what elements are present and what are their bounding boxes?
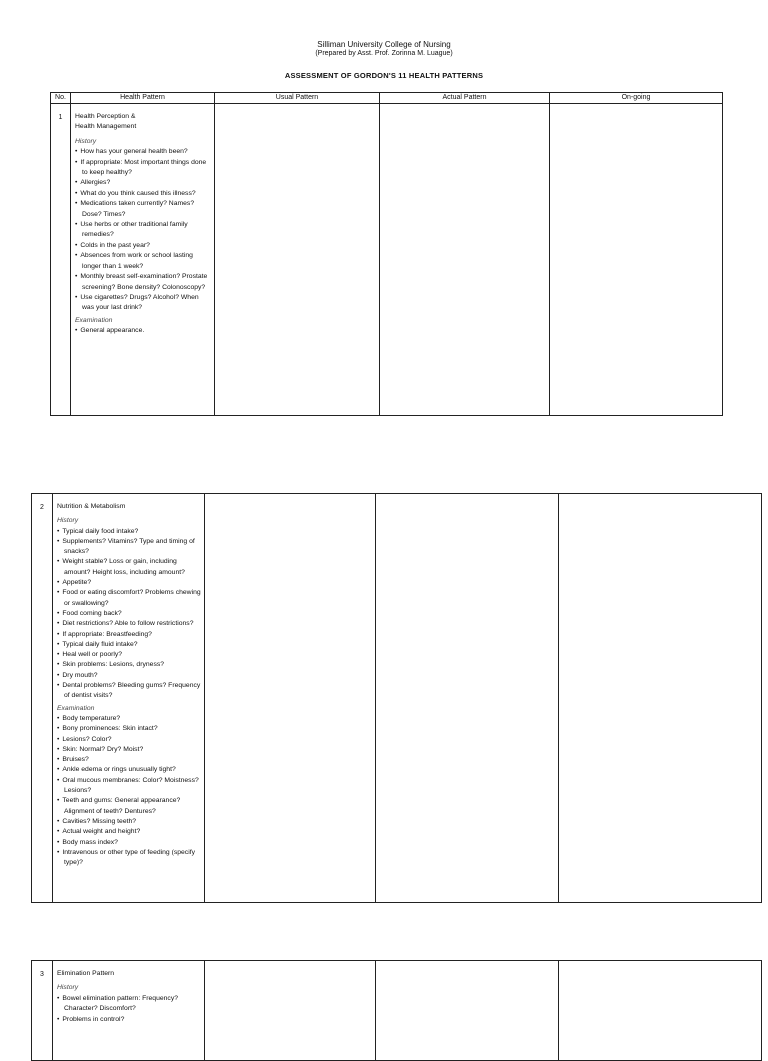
list-item: • Bony prominences: Skin intact? bbox=[57, 724, 201, 734]
col-header-no: No. bbox=[51, 93, 71, 104]
list-item: • Intravenous or other type of feeding (specify type)? bbox=[57, 848, 201, 869]
list-item: • Absences from work or school lasting longer than 1 week? bbox=[75, 251, 211, 272]
list-item: • Bowel elimination pattern: Frequency? Character? Discomfort? bbox=[57, 994, 201, 1015]
list-item: • Medications taken currently? Names? Dose? Times? bbox=[75, 199, 211, 220]
list-item: • Food coming back? bbox=[57, 609, 201, 619]
prepared-by: (Prepared by Asst. Prof. Zorinna M. Luague) bbox=[315, 50, 453, 57]
list-item: • Teeth and gums: General appearance? Alignment of teeth? Dentures? bbox=[57, 796, 201, 817]
list-item: • Actual weight and height? bbox=[57, 827, 201, 837]
examination-label: Examination bbox=[57, 704, 95, 712]
assessment-table-3 bbox=[31, 960, 762, 1061]
history-label: History bbox=[57, 984, 79, 992]
list-item: • Body temperature? bbox=[57, 714, 201, 724]
pattern-name: Nutrition & Metabolism bbox=[57, 503, 126, 510]
examination-list bbox=[75, 326, 211, 336]
list-item: • Oral mucous membranes: Color? Moistness? Lesions? bbox=[57, 776, 201, 797]
health-pattern-cell bbox=[71, 104, 215, 416]
list-item: • Monthly breast self-examination? Prostate screening? Bone density? Colonoscopy? bbox=[75, 272, 211, 293]
on-going-cell[interactable] bbox=[550, 104, 723, 416]
list-item: • If appropriate: Most important things done to keep healthy? bbox=[75, 158, 211, 179]
pattern-name bbox=[75, 112, 211, 133]
pattern-name-line: Health Perception & bbox=[75, 113, 136, 120]
assessment-table-2 bbox=[31, 493, 762, 903]
list-item: • Ankle edema or rings unusually tight? bbox=[57, 765, 201, 775]
usual-pattern-cell[interactable] bbox=[205, 494, 376, 903]
history-list bbox=[57, 527, 201, 702]
health-pattern-cell bbox=[53, 961, 205, 1061]
pattern-name: Elimination Pattern bbox=[57, 970, 115, 977]
list-item: • What do you think caused this illness? bbox=[75, 189, 211, 199]
history-list bbox=[75, 147, 211, 314]
list-item: • Typical daily food intake? bbox=[57, 527, 201, 537]
list-item: • Bruises? bbox=[57, 755, 201, 765]
row-number: 1 bbox=[51, 104, 71, 416]
col-header-usual-pattern: Usual Pattern bbox=[215, 93, 380, 104]
list-item: • Weight stable? Loss or gain, including amount? Height loss, including amount? bbox=[57, 557, 201, 578]
list-item: • General appearance. bbox=[75, 326, 211, 336]
table-row bbox=[32, 494, 762, 903]
usual-pattern-cell[interactable] bbox=[205, 961, 376, 1061]
on-going-cell[interactable] bbox=[559, 494, 762, 903]
actual-pattern-cell[interactable] bbox=[376, 494, 559, 903]
table-row bbox=[32, 961, 762, 1061]
list-item: • Colds in the past year? bbox=[75, 241, 211, 251]
list-item: • Skin problems: Lesions, dryness? bbox=[57, 660, 201, 670]
list-item: • Appetite? bbox=[57, 578, 201, 588]
list-item: • Body mass index? bbox=[57, 838, 201, 848]
table-row bbox=[51, 104, 723, 416]
list-item: • Cavities? Missing teeth? bbox=[57, 817, 201, 827]
row-number: 3 bbox=[32, 961, 53, 1061]
school-name: Silliman University College of Nursing bbox=[317, 40, 451, 49]
list-item: • Allergies? bbox=[75, 178, 211, 188]
list-item: • If appropriate: Breastfeeding? bbox=[57, 630, 201, 640]
pattern-name-line: Health Management bbox=[75, 123, 137, 131]
actual-pattern-cell[interactable] bbox=[376, 961, 559, 1061]
list-item: • Use herbs or other traditional family remedies? bbox=[75, 220, 211, 241]
list-item: • Dental problems? Bleeding gums? Frequency of dentist visits? bbox=[57, 681, 201, 702]
list-item: • Skin: Normal? Dry? Moist? bbox=[57, 745, 201, 755]
document-title: ASSESSMENT OF GORDON'S 11 HEALTH PATTERNS bbox=[284, 71, 484, 80]
on-going-cell[interactable] bbox=[559, 961, 762, 1061]
examination-list bbox=[57, 714, 201, 868]
list-item: • Dry mouth? bbox=[57, 671, 201, 681]
history-list bbox=[57, 994, 201, 1025]
col-header-on-going: On-going bbox=[550, 93, 723, 104]
list-item: • Diet restrictions? Able to follow restrictions? bbox=[57, 619, 201, 629]
actual-pattern-cell[interactable] bbox=[380, 104, 550, 416]
list-item: • Typical daily fluid intake? bbox=[57, 640, 201, 650]
table-header-row bbox=[51, 93, 723, 104]
list-item: • Supplements? Vitamins? Type and timing of snacks? bbox=[57, 537, 201, 558]
examination-label: Examination bbox=[75, 316, 113, 324]
list-item: • Lesions? Color? bbox=[57, 735, 201, 745]
col-header-actual-pattern: Actual Pattern bbox=[380, 93, 550, 104]
col-header-health-pattern: Health Pattern bbox=[71, 93, 215, 104]
list-item: • Food or eating discomfort? Problems chewing or swallowing? bbox=[57, 588, 201, 609]
history-label: History bbox=[75, 137, 97, 145]
row-number: 2 bbox=[32, 494, 53, 903]
list-item: • Problems in control? bbox=[57, 1015, 201, 1025]
health-pattern-cell bbox=[53, 494, 205, 903]
list-item: • Heal well or poorly? bbox=[57, 650, 201, 660]
usual-pattern-cell[interactable] bbox=[215, 104, 380, 416]
history-label: History bbox=[57, 517, 79, 525]
list-item: • Use cigarettes? Drugs? Alcohol? When was your last drink? bbox=[75, 293, 211, 314]
list-item: • How has your general health been? bbox=[75, 147, 211, 157]
assessment-table-1 bbox=[50, 92, 723, 416]
